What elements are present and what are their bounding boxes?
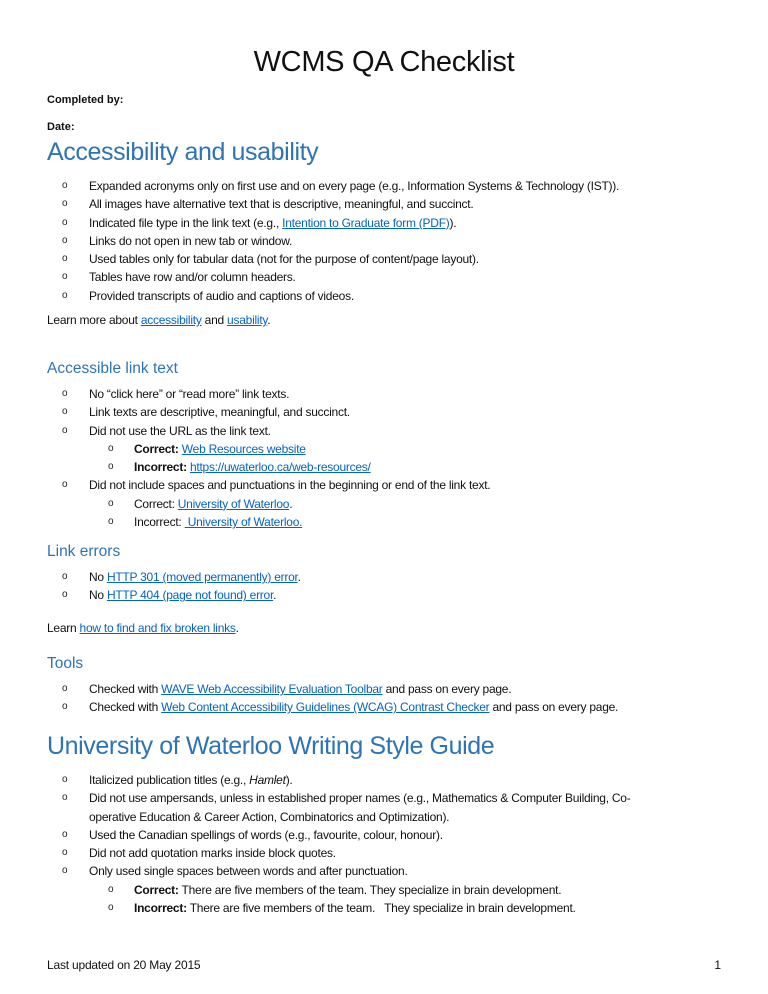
checklist-item [47, 698, 737, 716]
checklist-item [47, 476, 737, 494]
hyperlink[interactable]: University of Waterloo [177, 496, 290, 511]
text: and [201, 313, 228, 327]
checklist-item [47, 771, 737, 789]
text: Did not use the URL as the link text. [89, 423, 271, 438]
text: Tables have row and/or column headers. [89, 270, 296, 285]
text: and pass on every page. [382, 682, 512, 696]
hollow-bullet-icon: o [62, 792, 68, 804]
text: Link texts are descriptive, meaningful, and succinct. [89, 405, 350, 420]
footer-last-updated: Last updated on 20 May 2015 [47, 958, 201, 972]
hyperlink[interactable]: Web Content Accessibility Guidelines (WCAG) Contrast Checker [161, 700, 490, 715]
text: Checked with [89, 682, 162, 696]
text: operative Education & Career Action, Combinatorics and Optimization). [89, 809, 450, 824]
bold-label: Incorrect: [134, 460, 187, 475]
text: . [235, 621, 239, 635]
heading-link-text: Accessible link text [47, 360, 178, 377]
hyperlink[interactable]: Intention to Graduate form (PDF) [282, 215, 450, 230]
heading-style-guide: University of Waterloo Writing Style Guide [47, 732, 495, 760]
checklist-item [47, 195, 737, 213]
checklist-item [47, 568, 737, 586]
text: Only used single spaces between words and after punctuation. [89, 864, 408, 879]
page-number: 1 [714, 958, 721, 972]
hollow-bullet-icon: o [108, 442, 114, 454]
text: No [89, 570, 107, 584]
text: Learn [47, 621, 80, 635]
hollow-bullet-icon: o [62, 253, 68, 265]
link-errors-learn-more [47, 619, 239, 637]
hollow-bullet-icon: o [108, 461, 114, 473]
text: . [267, 313, 271, 327]
checklist-item [47, 177, 737, 195]
date-label: Date: [47, 121, 75, 133]
heading-accessibility: Accessibility and usability [47, 138, 319, 166]
checklist-item [47, 250, 737, 268]
text: Italicized publication titles (e.g., [89, 773, 250, 787]
hyperlink[interactable]: WAVE Web Accessibility Evaluation Toolbar [161, 682, 383, 696]
hollow-bullet-icon: o [108, 902, 114, 914]
hyperlink[interactable]: how to find and fix broken links [79, 621, 236, 635]
text: ). [285, 773, 293, 787]
hollow-bullet-icon: o [62, 271, 68, 283]
checklist-item [47, 268, 737, 286]
checklist-item [47, 403, 737, 421]
sub-checklist-item [47, 899, 737, 917]
hollow-bullet-icon: o [62, 683, 68, 694]
hollow-bullet-icon: o [62, 589, 68, 601]
bold-label: Correct: [134, 441, 179, 456]
accessibility-checklist [47, 177, 737, 305]
hollow-bullet-icon: o [108, 883, 114, 895]
hyperlink[interactable]: HTTP 301 (moved permanently) error [106, 570, 298, 584]
checklist-item [47, 826, 737, 844]
hollow-bullet-icon: o [62, 424, 68, 436]
hollow-bullet-icon: o [62, 180, 68, 191]
italic-text: Hamlet [249, 773, 286, 787]
link-errors-checklist [47, 568, 737, 605]
hyperlink[interactable]: Web Resources website [181, 441, 306, 456]
bold-label: Correct: [134, 882, 179, 897]
checklist-item [47, 789, 737, 807]
hollow-bullet-icon: o [62, 388, 68, 399]
document-title: WCMS QA Checklist [253, 46, 515, 78]
checklist-item [47, 287, 737, 305]
text: Checked with [89, 700, 162, 715]
hollow-bullet-icon: o [62, 216, 68, 228]
hyperlink[interactable]: University of Waterloo. [184, 515, 303, 530]
hollow-bullet-icon: o [108, 516, 114, 528]
checklist-item [47, 422, 737, 440]
hollow-bullet-icon: o [62, 234, 68, 246]
hollow-bullet-icon: o [62, 865, 68, 877]
hollow-bullet-icon: o [62, 847, 68, 859]
hollow-bullet-icon: o [62, 571, 68, 582]
text: . [273, 588, 277, 603]
checklist-item [47, 680, 737, 698]
checklist-item [47, 214, 737, 232]
sub-checklist-item [47, 495, 737, 513]
text: All images have alternative text that is descriptive, meaningful, and succinct. [89, 197, 474, 212]
checklist-item [47, 586, 737, 604]
checklist-item [47, 862, 737, 880]
sub-checklist-item [47, 513, 737, 531]
sub-checklist-item [47, 458, 737, 476]
hyperlink[interactable]: https://uwaterloo.ca/web-resources/ [189, 460, 371, 475]
completed-by-label: Completed by: [47, 94, 124, 106]
accessibility-learn-more [47, 311, 270, 329]
hollow-bullet-icon: o [62, 479, 68, 491]
text: Did not use ampersands, unless in established proper names (e.g., Mathematics & Computer Building, Co- [89, 791, 631, 806]
hollow-bullet-icon: o [62, 406, 68, 418]
checklist-item [47, 385, 737, 403]
text: Correct: [134, 496, 178, 511]
hyperlink[interactable]: usability [227, 313, 268, 327]
sub-checklist-item [47, 881, 737, 899]
hollow-bullet-icon: o [62, 701, 68, 713]
heading-link-errors: Link errors [47, 543, 121, 560]
bold-label: Incorrect: [134, 901, 187, 916]
checklist-item [47, 844, 737, 862]
text: Incorrect: [134, 515, 185, 530]
hyperlink[interactable]: accessibility [140, 313, 202, 327]
text: Expanded acronyms only on first use and on every page (e.g., Information Systems & Technology (IST)). [89, 179, 620, 193]
hyperlink[interactable]: HTTP 404 (page not found) error [106, 588, 274, 603]
hollow-bullet-icon: o [62, 774, 68, 785]
link-text-checklist [47, 385, 737, 531]
checklist-item [47, 808, 737, 826]
hollow-bullet-icon: o [62, 198, 68, 210]
text: . [289, 496, 293, 511]
text: No [89, 588, 107, 603]
text: and pass on every page. [489, 700, 619, 715]
checklist-item [47, 232, 737, 250]
hollow-bullet-icon: o [108, 497, 114, 509]
text: Learn more about [47, 313, 141, 327]
text: Links do not open in new tab or window. [89, 233, 293, 248]
text: Used tables only for tabular data (not for the purpose of content/page layout). [89, 252, 479, 267]
text: There are five members of the team. They specialize in brain development. [178, 882, 562, 897]
text: Did not include spaces and punctuations in the beginning or end of the link text. [89, 478, 491, 493]
text: ). [449, 215, 457, 230]
text: . [297, 570, 301, 584]
sub-checklist-item [47, 440, 737, 458]
text: Indicated file type in the link text (e.g., [89, 215, 283, 230]
text: Provided transcripts of audio and captions of videos. [89, 288, 354, 303]
text: Did not add quotation marks inside block quotes. [89, 846, 336, 861]
hollow-bullet-icon: o [62, 289, 68, 301]
text: There are five members of the team. They specialize in brain development. [186, 901, 576, 916]
text: No “click here” or “read more” link texts. [89, 387, 290, 401]
hollow-bullet-icon: o [62, 828, 68, 840]
text: Used the Canadian spellings of words (e.g., favourite, colour, honour). [89, 827, 443, 842]
style-guide-checklist [47, 771, 737, 917]
heading-tools: Tools [47, 655, 84, 672]
tools-checklist [47, 680, 737, 717]
